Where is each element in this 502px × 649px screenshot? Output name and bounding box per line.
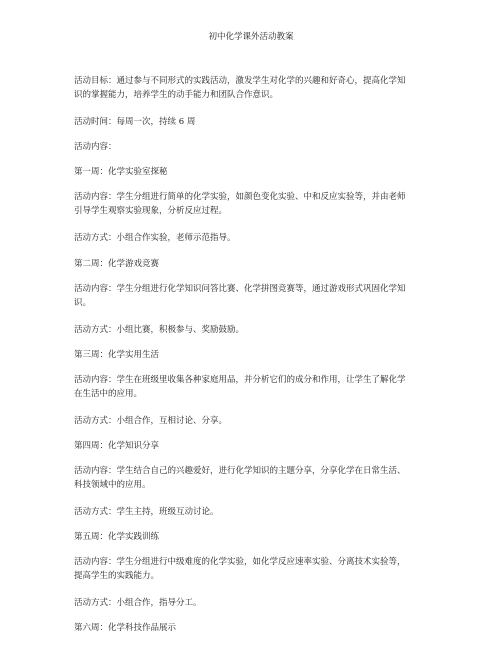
week-2-method xyxy=(74,324,436,338)
week-1-content xyxy=(74,191,436,218)
text-line: 活动方式：小组合作实验，老师示范指导。 xyxy=(74,233,236,243)
paragraph-activity-goal xyxy=(74,75,436,102)
paragraph-activity-time xyxy=(74,116,436,130)
text-line: 第六周：化学科技作品展示 xyxy=(74,623,177,633)
text-line: 第二周：化学游戏竞赛 xyxy=(74,259,160,269)
week-4-content xyxy=(74,465,436,492)
text-line: 活动内容：学生分组进行化学知识问答比赛、化学拼图竞赛等，通过游戏形式巩固化学知 xyxy=(74,284,406,294)
week-6-heading xyxy=(74,622,436,636)
text-line: 识。 xyxy=(74,297,92,308)
week-4-heading xyxy=(74,440,436,454)
paragraph-activity-content-heading xyxy=(74,141,436,155)
week-1-heading xyxy=(74,166,436,180)
week-3-heading xyxy=(74,349,436,363)
text-line: 第三周：化学实用生活 xyxy=(74,350,160,360)
text-line: 活动内容： xyxy=(74,142,117,152)
week-2-content xyxy=(74,283,436,310)
text-line: 识的掌握能力，培养学生的动手能力和团队合作意识。 xyxy=(74,89,279,100)
text-line: 活动方式：学生主持，班级互动讨论。 xyxy=(74,507,219,517)
text-line: 第五周：化学实践训练 xyxy=(74,532,160,542)
text-line: 活动目标：通过参与不同形式的实践活动，激发学生对化学的兴趣和好奇心，提高化学知 xyxy=(74,76,406,86)
document-title: 初中化学课外活动教案 xyxy=(208,32,294,42)
week-3-method xyxy=(74,415,436,429)
text-line: 第一周：化学实验室探秘 xyxy=(74,167,168,177)
text-line: 活动方式：小组合作，指导分工。 xyxy=(74,598,202,608)
week-5-content xyxy=(74,556,436,583)
week-4-method xyxy=(74,506,436,520)
text-line: 第四周：化学知识分享 xyxy=(74,441,160,451)
week-5-heading xyxy=(74,531,436,545)
text-line: 活动方式：小组比赛，积极参与、奖励鼓励。 xyxy=(74,325,245,335)
text-line: 活动内容：学生分组进行中级难度的化学实验，如化学反应速率实验、分离技术实验等， xyxy=(74,557,406,567)
week-2-heading xyxy=(74,258,436,272)
text-line: 活动内容：学生在班级里收集各种家庭用品，并分析它们的成分和作用，让学生了解化学 xyxy=(74,375,406,385)
text-line: 科技领域中的应用。 xyxy=(74,479,151,490)
week-3-content xyxy=(74,374,436,401)
text-line: 活动内容：学生结合自己的兴趣爱好，进行化学知识的主题分享，分享化学在日常生活、 xyxy=(74,466,406,476)
week-1-method xyxy=(74,232,436,246)
text-line: 提高学生的实践能力。 xyxy=(74,570,160,581)
text-line: 活动内容：学生分组进行简单的化学实验，如颜色变化实验、中和反应实验等，并由老师 xyxy=(74,192,406,202)
week-5-method xyxy=(74,597,436,611)
text-line: 活动方式：小组合作，互相讨论、分享。 xyxy=(74,416,228,426)
text-line: 引导学生观察实验现象，分析反应过程。 xyxy=(74,205,228,216)
text-line: 在生活中的应用。 xyxy=(74,388,143,399)
text-line: 活动时间：每周一次，持续 6 周 xyxy=(74,117,196,127)
